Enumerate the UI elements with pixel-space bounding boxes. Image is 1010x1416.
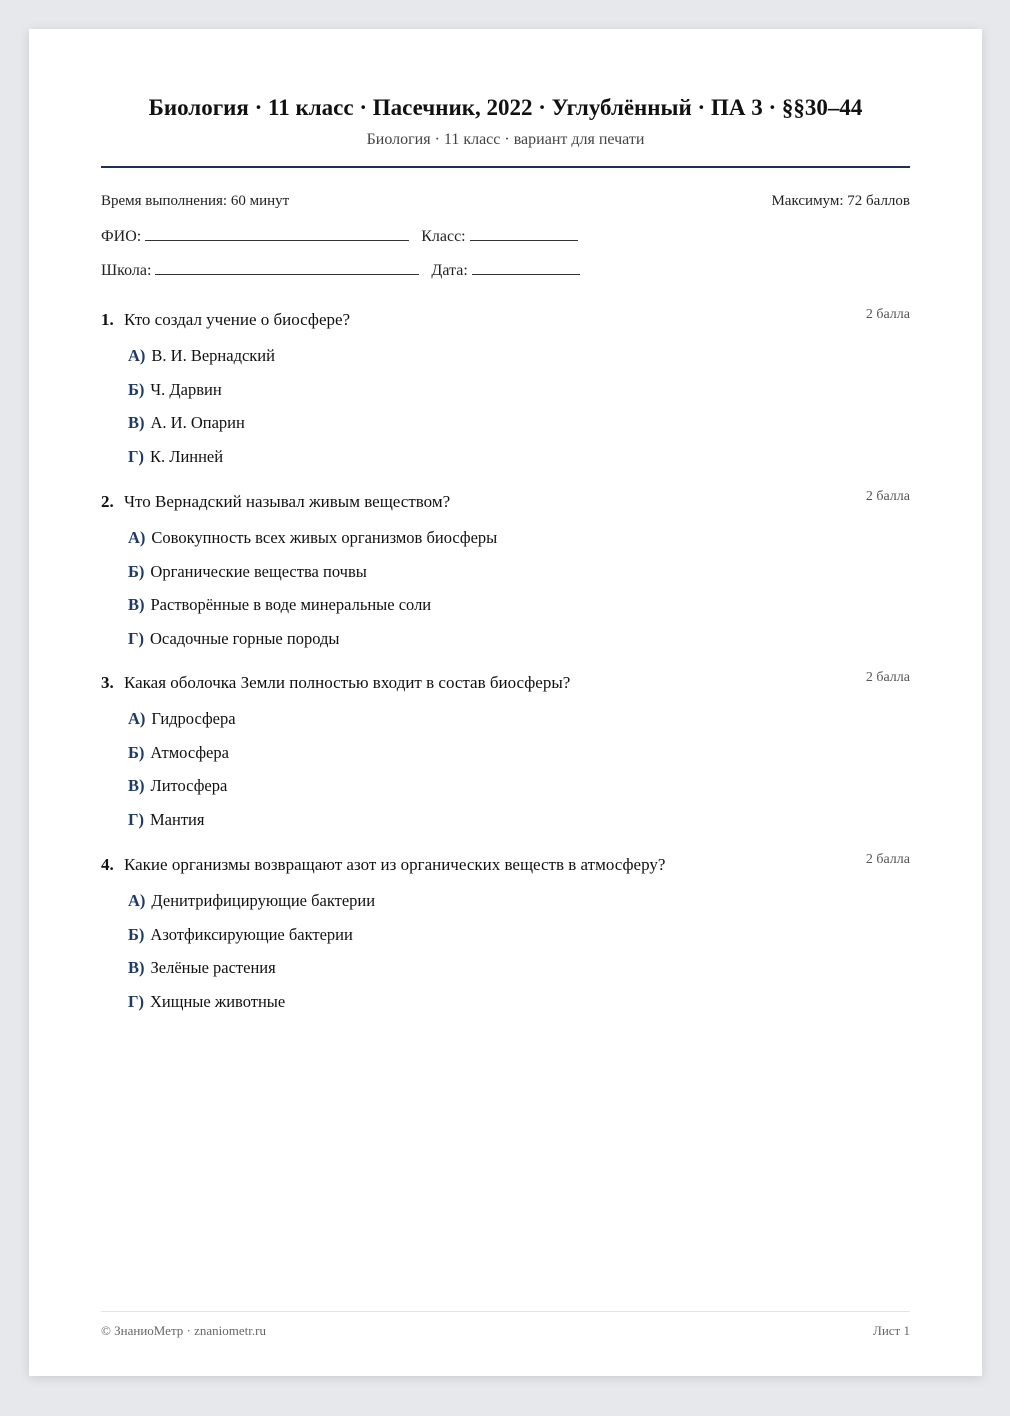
footer-copyright: © ЗнаниоМетр · znaniometr.ru (101, 1323, 266, 1338)
answer-option[interactable] (128, 447, 910, 481)
question-points: 2 балла (865, 852, 910, 867)
question-number: 2. (101, 492, 114, 511)
question-points: 2 балла (865, 307, 910, 322)
question-header (101, 852, 910, 879)
answer-option[interactable] (128, 810, 910, 844)
worksheet-page (29, 29, 982, 1376)
option-letter: А) (128, 346, 146, 365)
answer-option[interactable] (128, 380, 910, 414)
header-divider (101, 166, 910, 168)
question-text: Какие организмы возвращают азот из органических веществ в атмосферу? (124, 855, 666, 874)
option-text: Органические вещества почвы (150, 561, 367, 581)
school-label: Школа: (101, 262, 152, 279)
answer-option[interactable] (128, 891, 910, 925)
class-label: Класс: (421, 228, 466, 245)
option-letter: Г) (128, 446, 144, 466)
option-letter: В) (128, 413, 145, 433)
option-letter: Г) (128, 991, 144, 1011)
option-letter: А) (128, 709, 146, 728)
option-letter: Г) (128, 809, 144, 829)
question-header (101, 489, 910, 516)
option-text: Денитрифицирующие бактерии (151, 891, 376, 910)
question-text: Какая оболочка Земли полностью входит в состав биосферы? (124, 673, 571, 692)
option-text: Атмосфера (150, 742, 229, 762)
page-subtitle: Биология · 11 класс · вариант для печати (366, 131, 645, 148)
answer-options (128, 891, 910, 1025)
option-letter: А) (128, 891, 146, 910)
answer-option[interactable] (128, 413, 910, 447)
option-text: Литосфера (150, 776, 228, 796)
question-points: 2 балла (865, 670, 910, 685)
date-label: Дата: (431, 262, 468, 279)
option-text: В. И. Вернадский (151, 346, 275, 365)
question-header (101, 670, 910, 697)
option-text: Совокупность всех живых организмов биосферы (151, 528, 498, 547)
page-number: Лист 1 (873, 1323, 910, 1338)
question-text: Что Вернадский называл живым веществом? (124, 492, 451, 511)
answer-option[interactable] (128, 958, 910, 992)
option-text: Гидросфера (151, 709, 236, 728)
question-text: Кто создал учение о биосфере? (124, 310, 351, 329)
answer-option[interactable] (128, 346, 910, 380)
option-text: Мантия (150, 809, 205, 829)
time-limit: Время выполнения: 60 минут (101, 193, 290, 209)
fio-label: ФИО: (101, 228, 142, 245)
question-3 (101, 670, 910, 843)
class-field[interactable] (470, 226, 578, 241)
school-field[interactable] (155, 260, 419, 275)
answer-options (128, 528, 910, 662)
page-title: Биология · 11 класс · Пасечник, 2022 · Углублённый · ПА 3 · §§30–44 (148, 95, 863, 120)
answer-option[interactable] (128, 562, 910, 596)
fio-field[interactable] (145, 226, 409, 241)
option-text: Зелёные растения (150, 958, 276, 978)
question-number: 3. (101, 673, 114, 692)
option-letter: Б) (128, 561, 145, 581)
question-header (101, 307, 910, 334)
question-2 (101, 489, 910, 662)
max-score: Максимум: 72 баллов (771, 193, 910, 209)
school-date-row (101, 260, 580, 280)
option-letter: Б) (128, 742, 145, 762)
option-text: К. Линней (150, 446, 224, 466)
answer-option[interactable] (128, 992, 910, 1026)
answer-option[interactable] (128, 776, 910, 810)
question-number: 1. (101, 310, 114, 329)
question-number: 4. (101, 855, 114, 874)
answer-option[interactable] (128, 925, 910, 959)
answer-option[interactable] (128, 595, 910, 629)
answer-option[interactable] (128, 629, 910, 663)
answer-options (128, 346, 910, 480)
option-letter: В) (128, 595, 145, 615)
option-letter: Б) (128, 379, 145, 399)
question-points: 2 балла (865, 489, 910, 504)
answer-options (128, 709, 910, 843)
answer-option[interactable] (128, 743, 910, 777)
option-letter: Б) (128, 924, 145, 944)
option-text: Осадочные горные породы (150, 628, 340, 648)
option-letter: Г) (128, 628, 144, 648)
option-text: Хищные животные (150, 991, 286, 1011)
option-text: Азотфиксирующие бактерии (150, 924, 353, 944)
option-text: Ч. Дарвин (150, 379, 222, 399)
footer-divider (101, 1311, 910, 1312)
fio-class-row (101, 226, 578, 246)
question-1 (101, 307, 910, 480)
option-letter: В) (128, 958, 145, 978)
option-letter: В) (128, 776, 145, 796)
answer-option[interactable] (128, 528, 910, 562)
question-4 (101, 852, 910, 1025)
option-letter: А) (128, 528, 146, 547)
answer-option[interactable] (128, 709, 910, 743)
option-text: А. И. Опарин (150, 413, 245, 433)
option-text: Растворённые в воде минеральные соли (150, 595, 432, 615)
date-field[interactable] (472, 260, 580, 275)
